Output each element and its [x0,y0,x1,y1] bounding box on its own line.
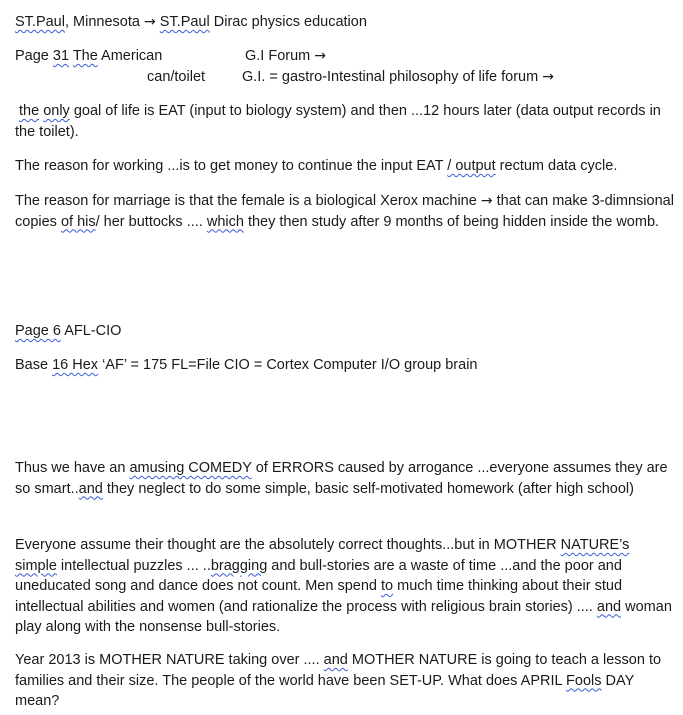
paragraph-reason-working: The reason for working ...is to get money to continue the input EAT / output rectum data cycle. [15,158,618,174]
right-arrow-icon: → [314,48,327,64]
paragraph-mother-nature: Everyone assume their thought are the absolutely correct thoughts...but in MOTHER NATURE’s simple intellectual puzzles ... ..bragging and bull-stories are a waste of time ...and the poor and uneducated song and dance does not count. Men spend to much time thinking about their stud intellectual abilities and women (and rationalize the process with religious brain stories) .... and woman play along with the nonsense bull-stories. [15,537,672,635]
right-arrow-icon: → [542,69,554,85]
page31-line: Page 31 The American [15,48,163,64]
spell-flag-the: The [72,48,98,64]
spell-flag-natures: NATURE’s [560,537,630,553]
spell-flag-and-3: and [323,652,348,668]
spell-flag-of-his: of his [60,213,96,230]
spell-flag-only: only [43,103,70,119]
base16-line: Base 16 Hex ‘AF’ = 175 FL=File CIO = Cortex Computer I/O group brain [15,357,478,373]
gi-definition-line: G.I. = gastro-Intestinal philosophy of life forum → [242,69,554,85]
spell-flag-stpaul-2: ST.Paul [159,14,210,30]
spell-flag-fools: Fools [566,672,602,689]
spell-flag-and-2: and [596,598,622,615]
spell-flag-to: to [381,578,394,594]
paragraph-reason-marriage: The reason for marriage is that the female is a biological Xerox machine → that can make 3-dimnsional copies of his/ her buttocks .... which they then study after 9 months of being hidden inside the womb. [15,193,674,230]
spell-flag-output: / output [447,158,496,174]
paragraph-comedy-of-errors: Thus we have an amusing COMEDY of ERRORS caused by arrogance ...everyone assumes they are so smart..and they neglect to do some simple, basic self-motivated homework (after high school) [15,460,668,497]
gi-forum-line: G.I Forum → [245,48,327,64]
spell-flag-16-hex: 16 Hex [52,357,99,373]
spell-flag-page6: Page 6 [15,323,61,339]
spell-flag-simple: simple [15,557,57,574]
spell-flag-amusing-comedy: amusing COMEDY [129,460,252,476]
paragraph-goal-of-life: the only goal of life is EAT (input to biology system) and then ...12 hours later (data output records in the toilet). [15,103,661,140]
spell-flag-and: and [78,480,103,497]
right-arrow-icon: → [143,14,156,30]
spell-flag-which: which [206,213,244,230]
spell-flag-the-2: the [19,103,40,119]
spell-flag-stpaul: ST.Paul [15,14,65,30]
spell-flag-31: 31 [52,48,70,64]
page6-line: Page 6 AFL-CIO [15,323,122,339]
paragraph-year-2013: Year 2013 is MOTHER NATURE taking over .... and MOTHER NATURE is going to teach a lesson to families and their size. The people of the world have been SET-UP. What does APRIL Fools DAY mean? [15,652,662,709]
can-toilet-label: can/toilet [147,69,206,85]
right-arrow-icon: → [480,193,493,209]
spell-flag-bragging: bragging [210,557,268,574]
header-line: ST.Paul, Minnesota → ST.Paul Dirac physics education [15,14,367,30]
